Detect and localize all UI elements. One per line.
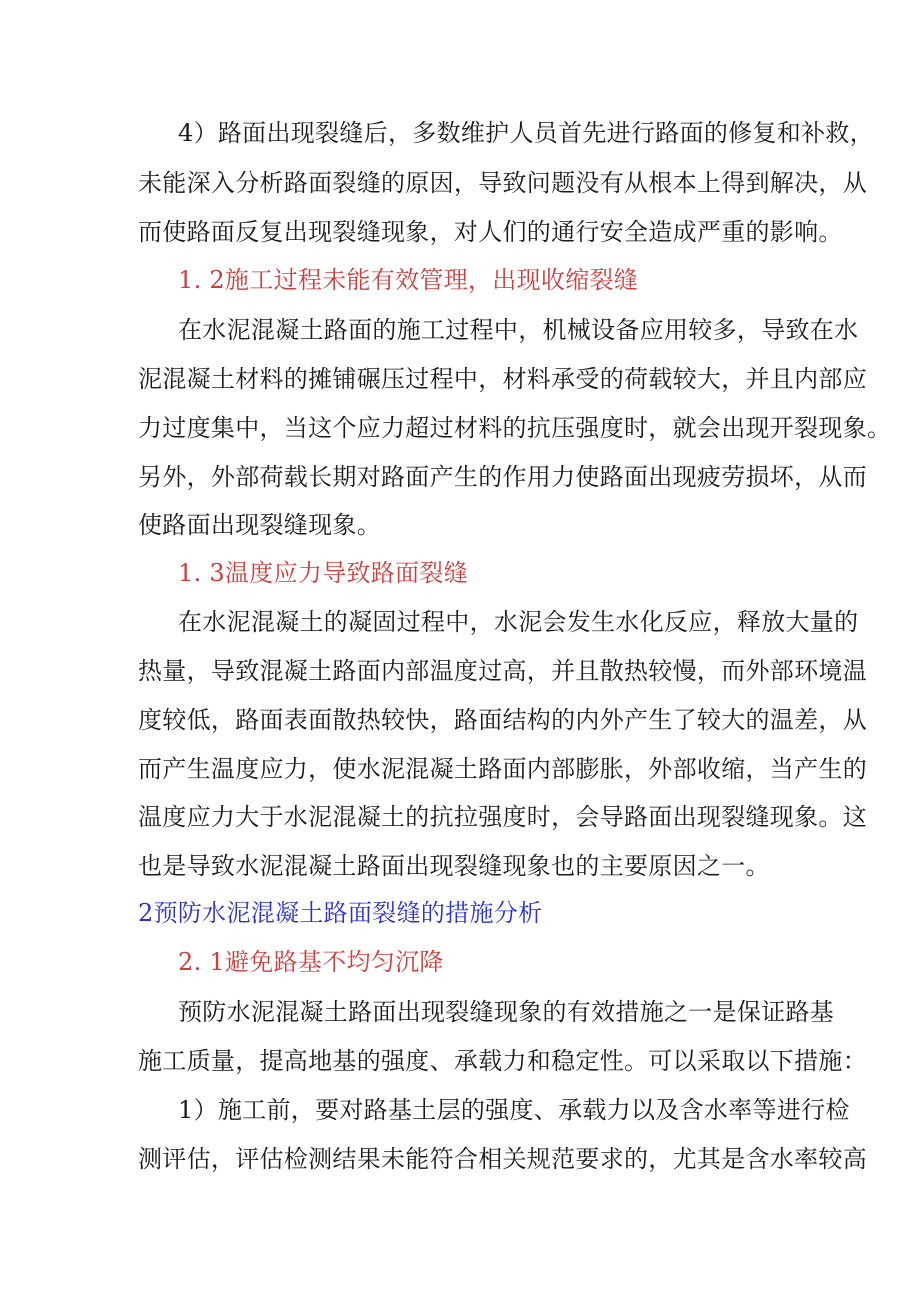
section-subheading: 1. 2施工过程未能有效管理，出现收缩裂缝 bbox=[178, 266, 639, 294]
section-heading: 2预防水泥混凝土路面裂缝的措施分析 bbox=[138, 899, 543, 927]
paragraph-line: 1）施工前，要对路基土层的强度、承载力以及含水率等进行检 bbox=[178, 1096, 850, 1124]
paragraph-line: 而产生温度应力，使水泥混凝土路面内部膨胀，外部收缩，当产生的 bbox=[138, 755, 867, 783]
paragraph-line: 测评估，评估检测结果未能符合相关规范要求的，尤其是含水率较高 bbox=[138, 1145, 867, 1173]
paragraph-line: 未能深入分析路面裂缝的原因，导致问题没有从根本上得到解决，从 bbox=[138, 169, 867, 197]
paragraph-line: 另外，外部荷载长期对路面产生的作用力使路面出现疲劳损坏，从而 bbox=[138, 463, 867, 491]
paragraph-line: 在水泥混凝土路面的施工过程中，机械设备应用较多，导致在水 bbox=[178, 316, 859, 344]
paragraph-line: 也是导致水泥混凝土路面出现裂缝现象也的主要原因之一。 bbox=[138, 852, 770, 880]
paragraph-line: 泥混凝土材料的摊铺碾压过程中，材料承受的荷载较大，并且内部应 bbox=[138, 365, 867, 393]
paragraph-line: 使路面出现裂缝现象。 bbox=[138, 511, 381, 539]
paragraph-line: 热量，导致混凝土路面内部温度过高，并且散热较慢，而外部环境温 bbox=[138, 657, 867, 685]
paragraph-line: 施工质量，提高地基的强度、承载力和稳定性。可以采取以下措施： bbox=[138, 1047, 867, 1075]
paragraph-line: 度较低，路面表面散热较快，路面结构的内外产生了较大的温差，从 bbox=[138, 706, 867, 734]
paragraph-line: 而使路面反复出现裂缝现象，对人们的通行安全造成严重的影响。 bbox=[138, 218, 843, 246]
paragraph-line: 温度应力大于水泥混凝土的抗拉强度时，会导路面出现裂缝现象。这 bbox=[138, 803, 867, 831]
paragraph-line: 在水泥混凝土的凝固过程中，水泥会发生水化反应，释放大量的 bbox=[178, 608, 859, 636]
paragraph-line: 预防水泥混凝土路面出现裂缝现象的有效措施之一是保证路基 bbox=[178, 998, 835, 1026]
paragraph-line: 力过度集中，当这个应力超过材料的抗压强度时，就会出现开裂现象。 bbox=[138, 414, 892, 442]
paragraph-line: 4）路面出现裂缝后，多数维护人员首先进行路面的修复和补救， bbox=[178, 119, 874, 147]
section-subheading: 2. 1避免路基不均匀沉降 bbox=[178, 948, 444, 976]
section-subheading: 1. 3温度应力导致路面裂缝 bbox=[178, 559, 468, 587]
